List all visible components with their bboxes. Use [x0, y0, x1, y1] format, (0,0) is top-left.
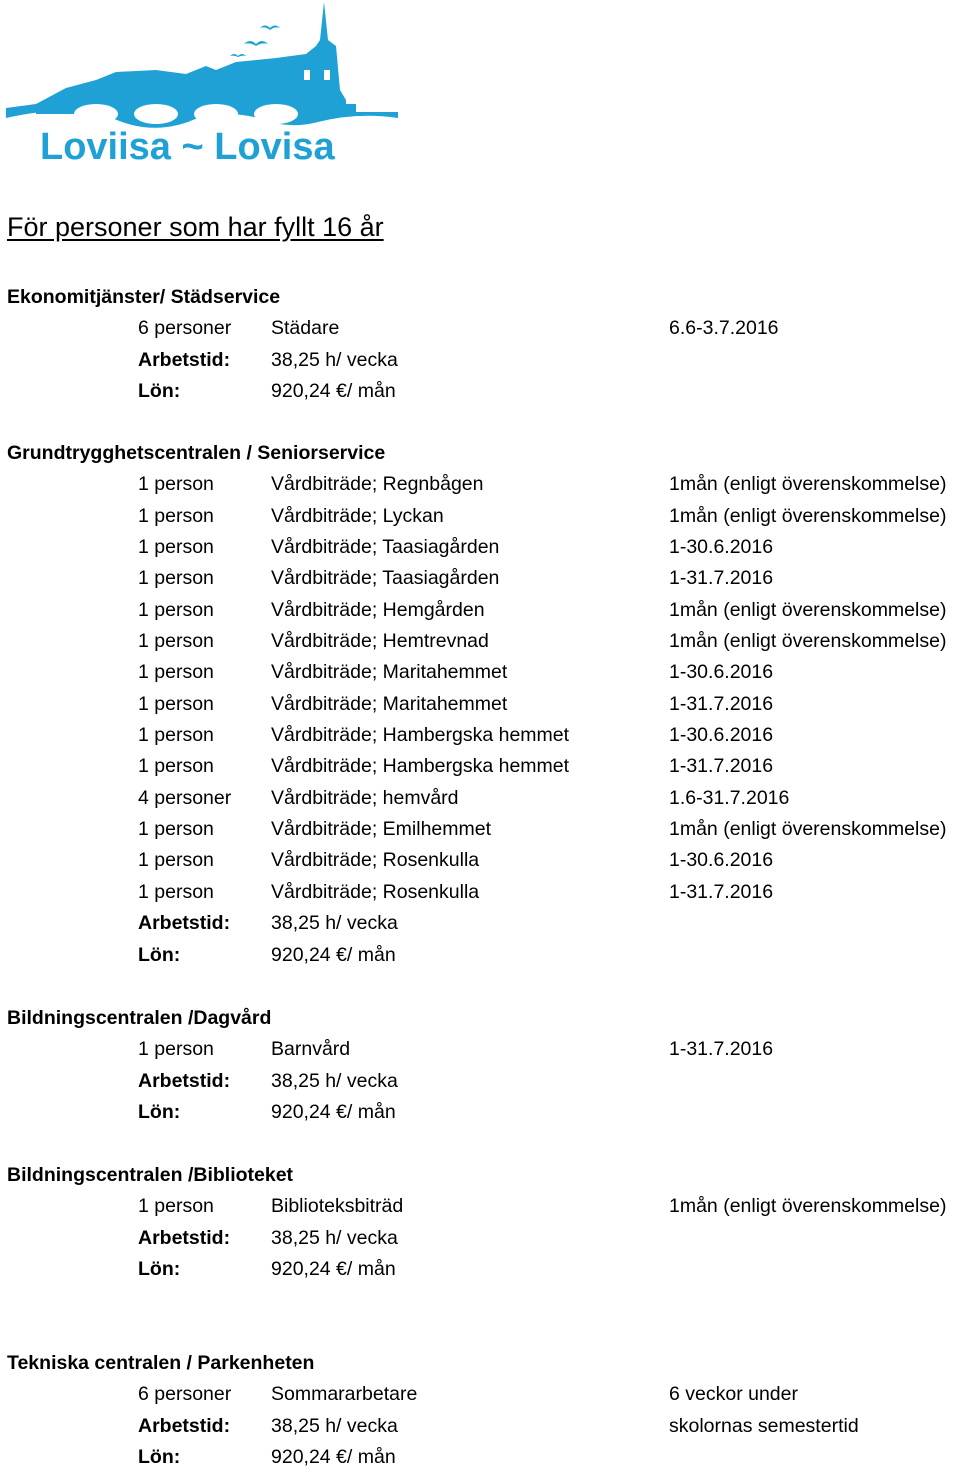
pay-row [7, 1442, 396, 1473]
hours-value: 38,25 h/ vecka [271, 912, 398, 935]
job-count: 1 person [138, 661, 214, 684]
job-count: 1 person [138, 630, 214, 653]
job-period: 1mån (enligt överenskommelse) [669, 598, 947, 621]
job-period: 1mån (enligt överenskommelse) [669, 818, 947, 841]
job-period: 1.6-31.7.2016 [669, 786, 790, 809]
page-title: För personer som har fyllt 16 år [7, 212, 384, 242]
job-row [7, 720, 774, 751]
loviisa-lovisa-logo [6, 0, 398, 168]
job-count: 6 personer [138, 317, 232, 340]
section-biblioteket [7, 1160, 947, 1285]
job-count: 4 personer [138, 786, 232, 809]
job-role: Vårdbiträde; Rosenkulla [271, 849, 480, 872]
pay-label: Lön: [138, 1258, 181, 1281]
job-count: 1 person [138, 724, 214, 747]
section-grundtrygghetscentralen [7, 438, 947, 971]
job-role: Vårdbiträde; Maritahemmet [271, 661, 508, 684]
pay-label: Lön: [138, 380, 181, 403]
job-count: 1 person [138, 598, 214, 621]
section-heading: Grundtrygghetscentralen / Seniorservice [7, 442, 386, 464]
job-row [7, 877, 774, 908]
pay-value: 920,24 €/ mån [271, 380, 396, 403]
job-row [7, 657, 774, 688]
pay-row [7, 1097, 396, 1128]
section-parkenheten [7, 1348, 859, 1473]
job-period: 6.6-3.7.2016 [669, 317, 779, 340]
job-row [7, 783, 790, 814]
job-period: 1mån (enligt överenskommelse) [669, 630, 947, 653]
job-count: 6 personer [138, 1383, 232, 1406]
job-period: 1-31.7.2016 [669, 755, 774, 778]
pay-row [7, 1254, 396, 1285]
hours-row [7, 1223, 398, 1254]
job-role: Vårdbiträde; Hambergska hemmet [271, 755, 570, 778]
section-heading: Tekniska centralen / Parkenheten [7, 1352, 315, 1374]
hours-label: Arbetstid: [138, 348, 231, 371]
job-row [7, 532, 774, 563]
job-count: 1 person [138, 567, 214, 590]
hours-label: Arbetstid: [138, 912, 231, 935]
job-row [7, 1379, 798, 1410]
job-period: 1mån (enligt överenskommelse) [669, 1195, 947, 1218]
job-row [7, 1034, 774, 1065]
job-role: Vårdbiträde; Lyckan [271, 504, 444, 527]
hours-label: Arbetstid: [138, 1069, 231, 1092]
pay-value: 920,24 €/ mån [271, 1101, 396, 1124]
pay-value: 920,24 €/ mån [271, 943, 396, 966]
pay-label: Lön: [138, 1101, 181, 1124]
job-period: 6 veckor under [669, 1383, 798, 1406]
job-count: 1 person [138, 755, 214, 778]
hours-value: 38,25 h/ vecka [271, 1414, 398, 1437]
job-count: 1 person [138, 1038, 214, 1061]
job-row [7, 689, 774, 720]
job-row [7, 469, 947, 500]
hours-value: 38,25 h/ vecka [271, 1226, 398, 1249]
section-heading: Bildningscentralen /Dagvård [7, 1007, 272, 1029]
job-period: 1-31.7.2016 [669, 567, 774, 590]
job-role: Vårdbiträde; Emilhemmet [271, 818, 492, 841]
period-note: skolornas semestertid [669, 1414, 859, 1437]
job-period: 1-31.7.2016 [669, 880, 774, 903]
hours-value: 38,25 h/ vecka [271, 1069, 398, 1092]
hours-label: Arbetstid: [138, 1226, 231, 1249]
job-count: 1 person [138, 880, 214, 903]
job-row [7, 814, 947, 845]
hours-row [7, 1411, 859, 1442]
pay-label: Lön: [138, 1446, 181, 1469]
job-role: Vårdbiträde; Taasiagården [271, 536, 500, 559]
job-role: Vårdbiträde; Maritahemmet [271, 692, 508, 715]
job-count: 1 person [138, 818, 214, 841]
job-row [7, 626, 947, 657]
job-role: Vårdbiträde; hemvård [271, 786, 459, 809]
pay-row [7, 376, 396, 407]
job-role: Barnvård [271, 1038, 351, 1061]
job-row [7, 313, 779, 344]
hours-row [7, 908, 398, 939]
job-count: 1 person [138, 1195, 214, 1218]
job-period: 1mån (enligt överenskommelse) [669, 473, 947, 496]
job-row [7, 845, 774, 876]
job-role: Vårdbiträde; Hemtrevnad [271, 630, 489, 653]
job-count: 1 person [138, 504, 214, 527]
job-period: 1-30.6.2016 [669, 849, 774, 872]
job-row [7, 501, 947, 532]
job-row [7, 595, 947, 626]
job-row [7, 563, 774, 594]
job-count: 1 person [138, 692, 214, 715]
job-period: 1-31.7.2016 [669, 692, 774, 715]
job-role: Sommararbetare [271, 1383, 418, 1406]
job-period: 1-30.6.2016 [669, 724, 774, 747]
logo-text-loviisa: Loviisa ~ Lovisa [40, 126, 335, 168]
job-period: 1-30.6.2016 [669, 661, 774, 684]
job-count: 1 person [138, 849, 214, 872]
hours-row [7, 1066, 398, 1097]
job-role: Biblioteksbiträd [271, 1195, 404, 1218]
hours-row [7, 345, 398, 376]
job-role: Vårdbiträde; Regnbågen [271, 473, 484, 496]
hours-value: 38,25 h/ vecka [271, 348, 398, 371]
pay-value: 920,24 €/ mån [271, 1258, 396, 1281]
job-row [7, 751, 774, 782]
job-role: Städare [271, 317, 340, 340]
hours-label: Arbetstid: [138, 1414, 231, 1437]
job-role: Vårdbiträde; Hambergska hemmet [271, 724, 570, 747]
pay-row [7, 940, 396, 971]
job-period: 1-30.6.2016 [669, 536, 774, 559]
section-heading: Ekonomitjänster/ Städservice [7, 286, 281, 308]
job-period: 1mån (enligt överenskommelse) [669, 504, 947, 527]
job-role: Vårdbiträde; Rosenkulla [271, 880, 480, 903]
section-ekonomitjanster [7, 282, 779, 407]
section-dagvard [7, 1003, 774, 1128]
pay-label: Lön: [138, 943, 181, 966]
pay-value: 920,24 €/ mån [271, 1446, 396, 1469]
job-count: 1 person [138, 473, 214, 496]
job-role: Vårdbiträde; Taasiagården [271, 567, 500, 590]
job-count: 1 person [138, 536, 214, 559]
job-period: 1-31.7.2016 [669, 1038, 774, 1061]
job-role: Vårdbiträde; Hemgården [271, 598, 485, 621]
section-heading: Bildningscentralen /Biblioteket [7, 1164, 294, 1186]
job-row [7, 1191, 947, 1222]
city-skyline-logo-graphic [6, 0, 398, 168]
